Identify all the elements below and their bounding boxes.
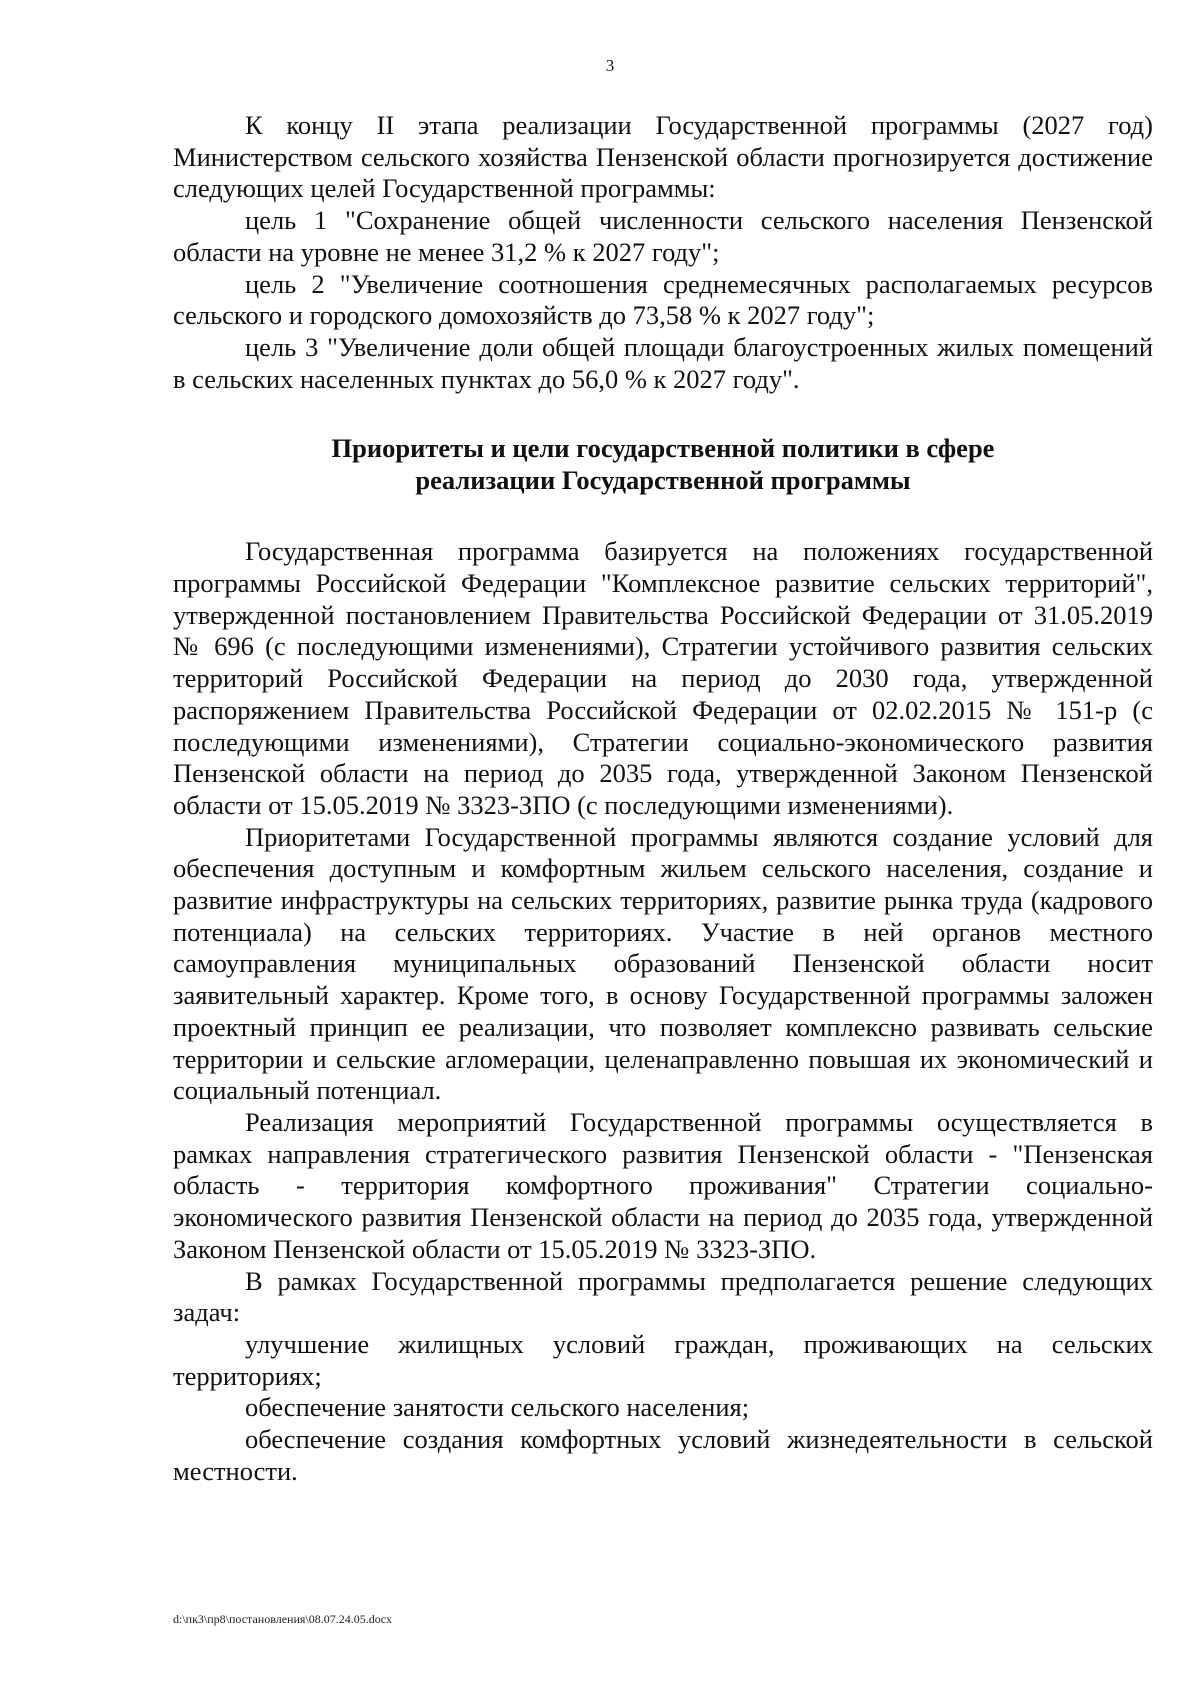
task-employment-paragraph: обеспечение занятости сельского населения;: [245, 1392, 750, 1423]
priorities-paragraph: Приоритетами Государственной программы являются создание условий для обеспечения доступным и комфортным жильем сельского населения, создание и развитие инфраструктуры на сельских территориях, развитие рынка труда (кадрового потенциала) на сельских территориях. Участие в ней органов местного самоуправления муниципальных образований Пензенской области носит заявительный характер. Кроме того, в основу Государственной программы заложен проектный принцип ее реализации, что позволяет комплексно развивать сельские территории и сельские агломерации, целенаправленно повышая их экономический и социальный потенциал.: [173, 821, 1153, 1106]
task-comfort-paragraph: обеспечение создания комфортных условий жизнедеятельности в сельской местности.: [173, 1424, 1153, 1486]
goal-3-paragraph: цель 3 "Увеличение доли общей площади благоустроенных жилых помещений в сельских населенных пунктах до 56,0 % к 2027 году".: [173, 331, 1153, 394]
section-heading: [173, 433, 1153, 496]
footer-file-path: d:\пк3\пр8\постановления\08.07.24.05.docx: [173, 1612, 393, 1626]
document-body: [173, 110, 1153, 1487]
implementation-paragraph: Реализация мероприятий Государственной программы осуществляется в рамках направления стратегического развития Пензенской области - "Пензенская область - территория комфортного проживания" Стратегии социально-экономического развития Пензенской области на период до 2035 года, утвержденной Законом Пензенской области от 15.05.2019 № 3323-ЗПО.: [173, 1106, 1153, 1264]
tasks-intro-paragraph: В рамках Государственной программы предполагается решение следующих задач:: [173, 1265, 1153, 1328]
section-heading-line-2: реализации Государственной программы: [415, 464, 911, 495]
section-heading-line-1: Приоритеты и цели государственной политики в сфере: [331, 433, 995, 464]
task-housing-paragraph: улучшение жилищных условий граждан, проживающих на сельских территориях;: [173, 1328, 1153, 1391]
basis-paragraph: Государственная программа базируется на положениях государственной программы Российской Федерации "Комплексное развитие сельских территорий", утвержденной постановлением Правительства Российской Федерации от 31.05.2019 № 696 (с последующими изменениями), Стратегии устойчивого развития сельских территорий Российской Федерации на период до 2030 года, утвержденной распоряжением Правительства Российской Федерации от 02.02.2015 № 151-р (с последующими изменениями), Стратегии социально-экономического развития Пензенской области на период до 2035 года, утвержденной Законом Пензенской области от 15.05.2019 № 3323-ЗПО (с последующими изменениями).: [173, 536, 1153, 820]
page-number: 3: [605, 56, 615, 75]
goal-1-paragraph: цель 1 "Сохранение общей численности сельского населения Пензенской области на уровне не менее 31,2 % к 2027 году";: [173, 205, 1153, 267]
intro-paragraph: К концу II этапа реализации Государственной программы (2027 год) Министерством сельского хозяйства Пензенской области прогнозируется достижение следующих целей Государственной программы:: [173, 110, 1153, 204]
goal-2-paragraph: цель 2 "Увеличение соотношения среднемесячных располагаемых ресурсов сельского и городского домохозяйств до 73,58 % к 2027 году";: [173, 268, 1153, 331]
